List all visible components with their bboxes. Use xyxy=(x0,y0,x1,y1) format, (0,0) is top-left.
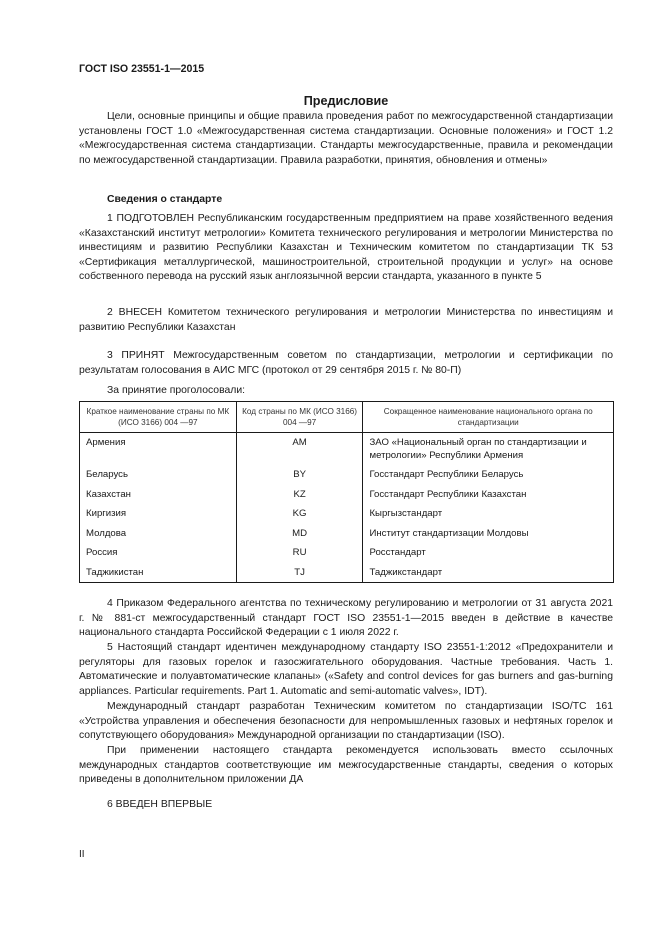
cell-body: Госстандарт Республики Беларусь xyxy=(369,469,524,480)
cell-country: Казахстан xyxy=(80,485,237,505)
page-number: II xyxy=(79,849,85,860)
item-5-recommendation: При применении настоящего стандарта рекомендуется использовать вместо ссылочных международных стандартов соответствующие им межгосударственные стандарты, сведения о которых приведены в дополнительном приложении ДА xyxy=(79,745,613,786)
item-5-identical: 5 Настоящий стандарт идентичен международному стандарту ISO 23551-1:2012 «Предохранители и регуляторы для газовых горелок и газосжигательного оборудования. Частные требования. Часть 1. Автоматические и полуавтоматические клапаны» («Safety and control devices for gas burners and gas-burning appliances. Particular requirements. Part 1. Automatic and semi-automatic valves», IDT). xyxy=(79,642,613,697)
table-row xyxy=(80,563,614,583)
cell-country: Киргизия xyxy=(80,504,237,524)
cell-code: MD xyxy=(236,524,363,544)
table-header-row xyxy=(80,402,614,433)
cell-code: AM xyxy=(236,433,363,466)
cell-code: KG xyxy=(236,504,363,524)
votes-label: За принятие проголосовали: xyxy=(107,385,246,396)
page-title: Предисловие xyxy=(303,94,389,108)
table-row xyxy=(80,465,614,485)
cell-code: KZ xyxy=(236,485,363,505)
cell-country: Молдова xyxy=(80,524,237,544)
cell-country: Таджикистан xyxy=(80,563,237,583)
column-header-body: Сокращенное наименование национального органа по стандартизации xyxy=(363,402,614,433)
table-row xyxy=(80,543,614,563)
section-subheading: Сведения о стандарте xyxy=(107,194,223,205)
item-2-introduced: 2 ВНЕСЕН Комитетом технического регулирования и метрологии Министерства по инвестициям и развитию Республики Казахстан xyxy=(79,307,613,333)
intro-paragraph: Цели, основные принципы и общие правила проведения работ по межгосударственной стандартизации установлены ГОСТ 1.0 «Межгосударственная система стандартизации. Основные положения» и ГОСТ 1.2 «Межгосударственная система стандартизации. Стандарты межгосударственные, правила и рекомендации по межгосударственной стандартизации. Правила разработки, принятия, обновления и отмены» xyxy=(79,111,613,166)
cell-body: Институт стандартизации Молдовы xyxy=(369,527,529,539)
cell-code: BY xyxy=(236,465,363,485)
cell-country: Беларусь xyxy=(80,465,237,485)
table-row xyxy=(80,504,614,524)
cell-code: RU xyxy=(236,543,363,563)
item-4-order: 4 Приказом Федерального агентства по техническому регулированию и метрологии от 31 августа 2021 г. № 881-ст межгосударственный стандарт ГОСТ ISO 23551-1—2015 введен в действие в качестве национального стандарта Российской Федерации с 1 июля 2022 г. xyxy=(79,598,613,639)
table-row xyxy=(80,485,614,505)
cell-country: Армения xyxy=(80,433,237,466)
column-header-code: Код страны по МК (ИСО 3166) 004 —97 xyxy=(236,402,363,433)
item-6-first-introduced: 6 ВВЕДЕН ВПЕРВЫЕ xyxy=(107,799,213,810)
item-3-adopted: 3 ПРИНЯТ Межгосударственным советом по стандартизации, метрологии и сертификации по результатам голосования в АИС МГС (протокол от 29 сентября 2015 г. № 80-П) xyxy=(79,350,613,376)
voting-countries-table xyxy=(79,401,614,583)
item-5-developer: Международный стандарт разработан Техническим комитетом по стандартизации ISO/TC 161 «Устройства управления и обеспечения безопасности для непромышленных газовых и нефтяных горелок и сопутствующего оборудования» Международной организации по стандартизации (ISO). xyxy=(79,701,613,742)
cell-body: Кыргызстандарт xyxy=(369,508,443,520)
item-1-prepared: 1 ПОДГОТОВЛЕН Республиканским государственным предприятием на праве хозяйственного ведения «Казахстанский институт метрологии» Комитета технического регулирования и метрологии Министерства по инвестициям и развитию Республики Казахстан и Техническим комитетом по стандартизации ТК 53 «Сертификация металлургической, машиностроительной, строительной продукции и услуг» на основе собственного перевода на русский язык англоязычной версии стандарта, указанного в пункте 5 xyxy=(79,213,613,283)
cell-body: Росстандарт xyxy=(369,547,426,559)
table-row xyxy=(80,433,614,466)
document-id-header: ГОСТ ISO 23551-1—2015 xyxy=(79,63,205,75)
cell-body: ЗАО «Национальный орган по стандартизации и метрологии» Республики Армения xyxy=(369,437,587,461)
cell-code: TJ xyxy=(236,563,363,583)
table-row xyxy=(80,524,614,544)
cell-country: Россия xyxy=(80,543,237,563)
cell-body: Госстандарт Республики Казахстан xyxy=(369,488,527,500)
column-header-country: Краткое наименование страны по МК (ИСО 3166) 004 —97 xyxy=(80,402,237,433)
cell-body: Таджикстандарт xyxy=(369,566,443,578)
